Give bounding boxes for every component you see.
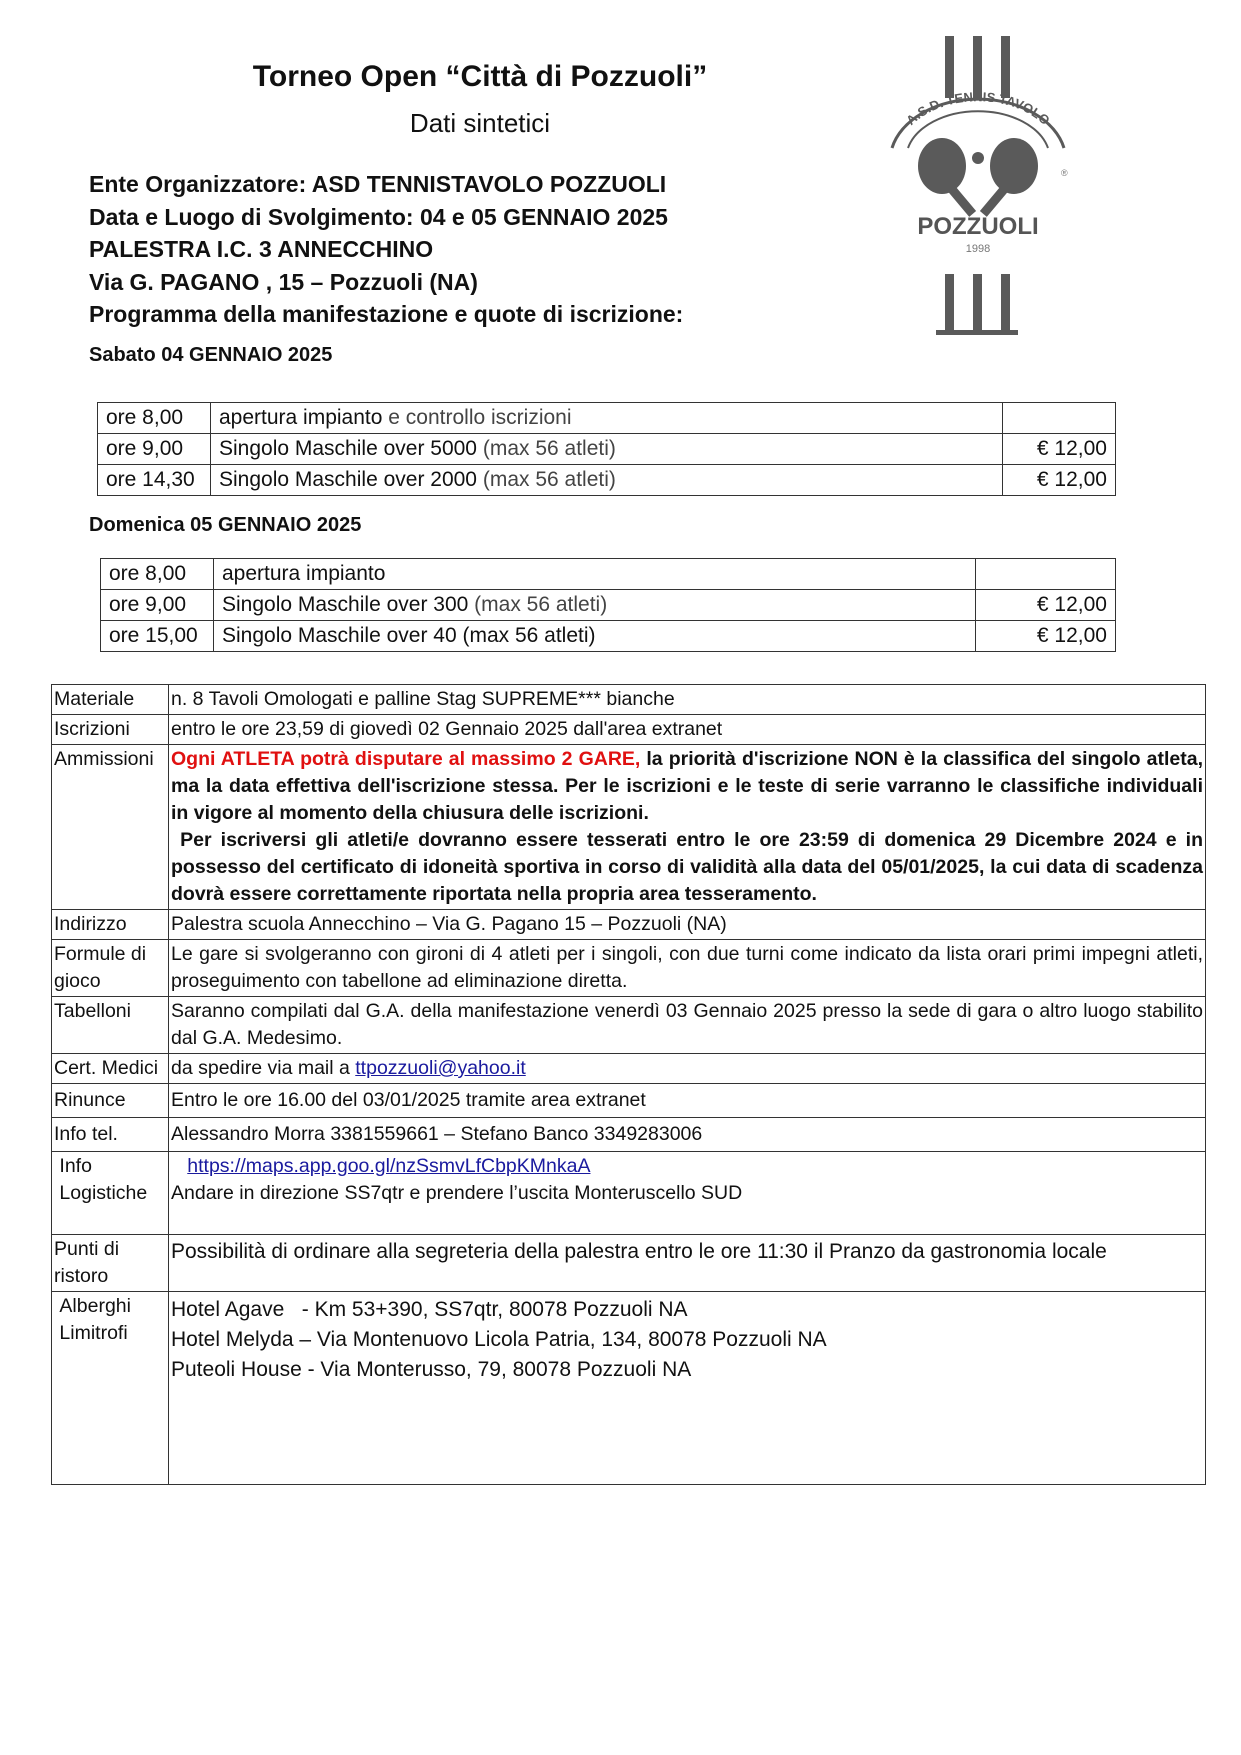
schedule-event: Singolo Maschile over 2000: [219, 468, 477, 491]
organizer-line: Ente Organizzatore: ASD TENNISTAVOLO POZZUOLI: [89, 171, 667, 197]
info-label: Tabelloni: [52, 997, 169, 1054]
schedule-note: e controllo iscrizioni: [382, 406, 572, 429]
schedule-row: [101, 621, 1116, 652]
medici-prefix: da spedire via mail a: [171, 1057, 356, 1079]
info-label: Info tel.: [52, 1118, 169, 1152]
schedule-time: ore 14,30: [98, 465, 211, 496]
email-link[interactable]: ttpozzuoli@yahoo.it: [355, 1057, 526, 1079]
info-label: Cert. Medici: [52, 1054, 169, 1084]
info-label: Indirizzo: [52, 910, 169, 940]
info-value: n. 8 Tavoli Omologati e palline Stag SUPREME*** bianche: [169, 685, 1206, 715]
logistiche-text: Andare in direzione SS7qtr e prendere l’uscita Monteruscello SUD: [171, 1182, 743, 1204]
saturday-label: Sabato 04 GENNAIO 2025: [89, 344, 333, 366]
info-label: Iscrizioni: [52, 715, 169, 745]
ammissioni-warning: Ogni ATLETA potrà disputare al massimo 2 GARE,: [171, 748, 641, 770]
info-value: Possibilità di ordinare alla segreteria della palestra entro le ore 11:30 il Pranzo da gastronomia locale: [169, 1235, 1206, 1292]
info-row-rinunce: [52, 1084, 1206, 1118]
info-row-materiale: [52, 685, 1206, 715]
schedule-fee: € 12,00: [976, 621, 1116, 652]
info-label: Punti di ristoro: [52, 1235, 169, 1292]
info-row-infotel: [52, 1118, 1206, 1152]
info-row-alberghi: [52, 1292, 1206, 1485]
info-row-ammissioni: [52, 745, 1206, 910]
page-subtitle: Dati sintetici: [409, 108, 551, 138]
schedule-fee: [1003, 403, 1116, 434]
info-value: entro le ore 23,59 di giovedì 02 Gennaio 2025 dall'area extranet: [169, 715, 1206, 745]
info-table: [51, 684, 1206, 1485]
schedule-time: ore 9,00: [98, 434, 211, 465]
ping-pong-paddles-icon: [918, 138, 1038, 217]
venue-line: PALESTRA I.C. 3 ANNECCHINO: [89, 236, 434, 262]
logo-arc-text: A.S.D. TENNIS TAVOLO: [903, 89, 1053, 128]
ammissioni-text-2: Per iscriversi gli atleti/e dovranno essere tesserati entro le ore 23:59 di domenica 29 Dicembre 2024 e in possesso del certificato di idoneità sportiva in corso di validità alla data del 05/01/2025, la cui data di scadenza dovrà essere correttamente riportata nella propria area tesseramento.: [171, 829, 1203, 905]
logo-name: POZZUOLI: [917, 213, 1039, 240]
logo-year: 1998: [965, 243, 991, 255]
schedule-event: Singolo Maschile over 5000: [219, 437, 477, 460]
sunday-label: Domenica 05 GENNAIO 2025: [89, 514, 362, 536]
hotel-item: Puteoli House - Via Monterusso, 79, 80078 Pozzuoli NA: [171, 1358, 692, 1381]
info-row-indirizzo: [52, 910, 1206, 940]
schedule-event: apertura impianto: [219, 406, 383, 429]
schedule-event: apertura impianto: [222, 562, 386, 585]
schedule-time: ore 9,00: [101, 590, 214, 621]
schedule-row: [101, 590, 1116, 621]
schedule-note: (max 56 atleti): [477, 468, 616, 491]
schedule-time: ore 8,00: [98, 403, 211, 434]
hotel-item: Hotel Agave - Km 53+390, SS7qtr, 80078 Pozzuoli NA: [171, 1298, 688, 1321]
info-value: Le gare si svolgeranno con gironi di 4 atleti per i singoli, con due turni come indicato da lista orari primi impegni atleti, proseguimento con tabellone ad eliminazione diretta.: [169, 940, 1206, 997]
schedule-row: [98, 434, 1116, 465]
info-value: [169, 1152, 1206, 1235]
schedule-row: [98, 465, 1116, 496]
schedule-fee: € 12,00: [1003, 465, 1116, 496]
info-row-ristoro: [52, 1235, 1206, 1292]
schedule-fee: € 12,00: [976, 590, 1116, 621]
program-heading: Programma della manifestazione e quote di iscrizione:: [89, 301, 684, 327]
info-value: Saranno compilati dal G.A. della manifestazione venerdì 03 Gennaio 2025 presso la sede di gara o altro luogo stabilito dal G.A. Medesimo.: [169, 997, 1206, 1054]
sunday-schedule: [100, 558, 1116, 652]
info-label: Formule di gioco: [52, 940, 169, 997]
date-location-line: Data e Luogo di Svolgimento: 04 e 05 GENNAIO 2025: [89, 203, 668, 230]
alberghi-label-2: Limitrofi: [59, 1322, 128, 1344]
info-value: Palestra scuola Annecchino – Via G. Pagano 15 – Pozzuoli (NA): [169, 910, 1206, 940]
page-title: Torneo Open “Città di Pozzuoli”: [252, 60, 708, 93]
saturday-schedule: [97, 402, 1116, 496]
logistiche-label-2: Logistiche: [59, 1182, 148, 1204]
logo-registered: ®: [1061, 168, 1068, 178]
info-row-iscrizioni: [52, 715, 1206, 745]
info-label: Rinunce: [52, 1084, 169, 1118]
info-label: [52, 1152, 169, 1235]
schedule-fee: € 12,00: [1003, 434, 1116, 465]
info-row-medici: [52, 1054, 1206, 1084]
schedule-note: (max 56 atleti): [468, 593, 608, 616]
info-label: Ammissioni: [52, 745, 169, 910]
svg-text:A.S.D. TENNIS TAVOLO: [903, 89, 1053, 128]
club-logo: [878, 36, 1078, 356]
alberghi-label-1: Alberghi: [59, 1295, 131, 1317]
info-row-formule: [52, 940, 1206, 997]
schedule-event: Singolo Maschile over 300: [222, 593, 469, 616]
schedule-row: [98, 403, 1116, 434]
info-row-logistiche: [52, 1152, 1206, 1235]
organizer-info: [89, 168, 683, 331]
hotel-item: Hotel Melyda – Via Montenuovo Licola Patria, 134, 80078 Pozzuoli NA: [171, 1328, 827, 1351]
info-label: Materiale: [52, 685, 169, 715]
info-value: Alessandro Morra 3381559661 – Stefano Banco 3349283006: [169, 1118, 1206, 1152]
info-value: Entro le ore 16.00 del 03/01/2025 tramite area extranet: [169, 1084, 1206, 1118]
schedule-note: (max 56 atleti): [477, 437, 616, 460]
schedule-time: ore 8,00: [101, 559, 214, 590]
info-label: [52, 1292, 169, 1485]
schedule-time: ore 15,00: [101, 621, 214, 652]
address-line: Via G. PAGANO , 15 – Pozzuoli (NA): [89, 268, 478, 295]
info-row-tabelloni: [52, 997, 1206, 1054]
info-value: [169, 1292, 1206, 1485]
schedule-row: [101, 559, 1116, 590]
ammissioni-text-1: la priorità d'iscrizione NON è la classifica del singolo atleta, ma la data effettiva dell'iscrizione stessa. Per le iscrizioni e le teste di serie varranno le classifiche individuali in vigore al momento della chiusura delle iscrizioni.: [171, 748, 1203, 824]
maps-link[interactable]: https://maps.app.goo.gl/nzSsmvLfCbpKMnkaA: [187, 1155, 591, 1177]
schedule-fee: [976, 559, 1116, 590]
info-value: [169, 1054, 1206, 1084]
info-value: [169, 745, 1206, 910]
schedule-event: Singolo Maschile over 40 (max 56 atleti): [222, 624, 596, 647]
logistiche-label-1: Info: [59, 1155, 92, 1177]
